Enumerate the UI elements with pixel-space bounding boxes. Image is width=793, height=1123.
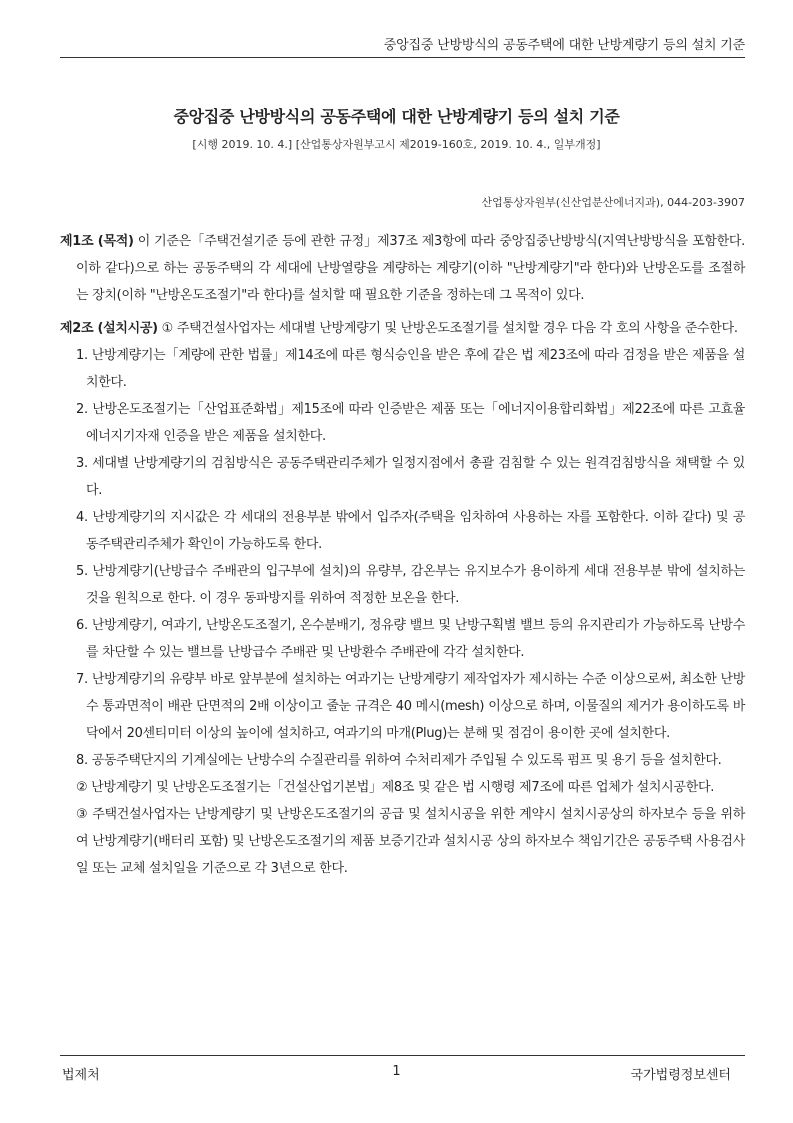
list-item: 7. 난방계량기의 유량부 바로 앞부분에 설치하는 여과기는 난방계량기 제작업자가 제시하는 수준 이상으로써, 최소한 난방수 통과면적이 배관 단면적의 2배 이상이고 줄눈 규격은 40 메시(mesh) 이상으로 하며, 이물질의 제거가 용이하도록 바닥에서 20센티미터 이상의 높이에 설치하고, 여과기의 마개(Plug)는 분해 및 점검이 용이한 곳에 설치한다. <box>76 672 745 741</box>
article-2-label: 제2조 (설치시공) <box>60 321 158 336</box>
list-item: 3. 세대별 난방계량기의 검침방식은 공동주택관리주체가 일정지점에서 총괄 검침할 수 있는 원격검침방식을 채택할 수 있다. <box>76 456 745 498</box>
page-number: 1 <box>392 1064 401 1079</box>
article-2-items <box>60 342 745 774</box>
article-2-paragraph-2: ② 난방계량기 및 난방온도조절기는「건설산업기본법」제8조 및 같은 법 시행령 제7조에 따른 업체가 설치시공한다. <box>76 780 715 795</box>
list-item: 1. 난방계량기는「계량에 관한 법률」제14조에 따른 형식승인을 받은 후에 같은 법 제23조에 따라 검정을 받은 제품을 설치한다. <box>76 348 745 390</box>
list-item: 8. 공동주택단지의 기계실에는 난방수의 수질관리를 위하여 수처리제가 주입될 수 있도록 펌프 및 용기 등을 설치한다. <box>76 753 722 768</box>
list-item: 2. 난방온도조절기는「산업표준화법」제15조에 따라 인증받은 제품 또는「에너지이용합리화법」제22조에 따른 고효율에너지기자재 인증을 받은 제품을 설치한다. <box>76 402 745 444</box>
document-title: 중앙집중 난방방식의 공동주택에 대한 난방계량기 등의 설치 기준 <box>173 107 620 126</box>
footer-source: 법제처 <box>62 1068 100 1083</box>
running-header: 중앙집중 난방방식의 공동주택에 대한 난방계량기 등의 설치 기준 <box>383 38 745 53</box>
article-2 <box>60 315 745 342</box>
header-divider <box>60 57 745 58</box>
article-1-text: 이 기준은「주택건설기준 등에 관한 규정」제37조 제3항에 따라 중앙집중난방방식(지역난방방식을 포함한다. 이하 같다)으로 하는 공동주택의 각 세대에 난방열량을 계량하는 계량기(이하 "난방계량기"라 한다)와 난방온도를 조절하는 장치(이하 "난방온도조절기"라 한다)를 설치할 때 필요한 기준을 정하는데 그 목적이 있다. <box>76 234 745 303</box>
article-1-label: 제1조 (목적) <box>60 234 134 249</box>
list-item: 6. 난방계량기, 여과기, 난방온도조절기, 온수분배기, 정유량 밸브 및 난방구획별 밸브 등의 유지관리가 가능하도록 난방수를 차단할 수 있는 밸브를 난방급수 주배관 및 난방환수 주배관에 각각 설치한다. <box>76 618 745 660</box>
list-item: 5. 난방계량기(난방급수 주배관의 입구부에 설치)의 유량부, 감온부는 유지보수가 용이하게 세대 전용부분 밖에 설치하는 것을 원칙으로 한다. 이 경우 동파방지를 위하여 적정한 보온을 한다. <box>76 564 745 606</box>
article-1 <box>60 228 745 309</box>
footer-divider <box>60 1055 745 1056</box>
list-item: 4. 난방계량기의 지시값은 각 세대의 전용부분 밖에서 입주자(주택을 임차하여 사용하는 자를 포함한다. 이하 같다) 및 공동주택관리주체가 확인이 가능하도록 한다. <box>76 510 745 552</box>
document-subtitle: [시행 2019. 10. 4.] [산업통상자원부고시 제2019-160호, 2019. 10. 4., 일부개정] <box>192 138 601 151</box>
article-2-text: ① 주택건설사업자는 세대별 난방계량기 및 난방온도조절기를 설치할 경우 다음 각 호의 사항을 준수한다. <box>157 321 738 336</box>
footer-publisher: 국가법령정보센터 <box>630 1068 731 1083</box>
article-2-paragraph-3: ③ 주택건설사업자는 난방계량기 및 난방온도조절기의 공급 및 설치시공을 위한 계약시 설치시공상의 하자보수 등을 위하여 난방계량기(배터리 포함) 및 난방온도조절기의 제품 보증기간과 설치시공 상의 하자보수 책임기간은 공동주택 사용검사일 또는 교체 설치일을 기준으로 각 3년으로 한다. <box>76 807 745 876</box>
document-body <box>60 228 745 882</box>
ministry-contact: 산업통상자원부(신산업분산에너지과), 044-203-3907 <box>481 196 745 209</box>
